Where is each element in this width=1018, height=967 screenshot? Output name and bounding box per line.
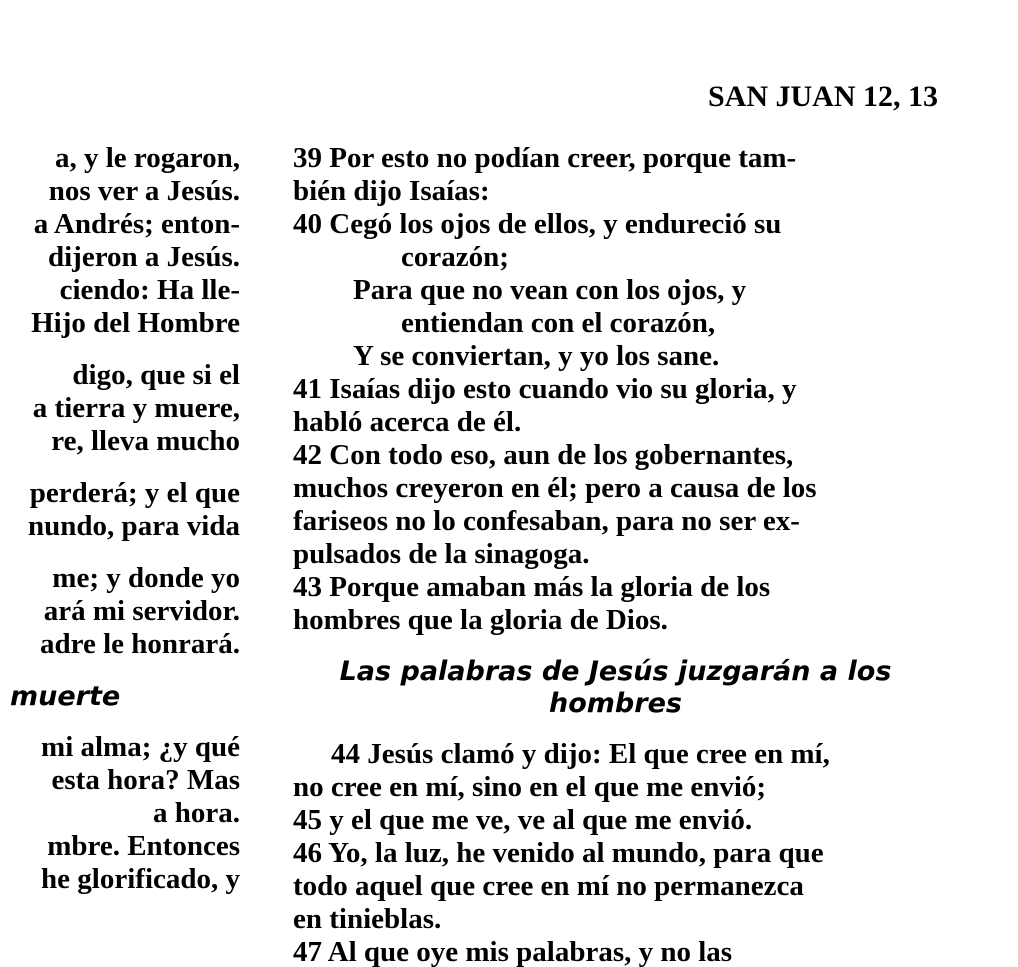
text-line: a tierra y muere, — [32, 392, 240, 424]
text-line: Hijo del Hombre — [31, 307, 240, 339]
verse-47-line-cropped: 47 Al que oye mis palabras, y no las — [293, 936, 733, 967]
verse-40-line: entiendan con el corazón, — [401, 307, 716, 339]
text-line: a Andrés; enton- — [33, 208, 240, 240]
verse-40-line: corazón; — [401, 241, 509, 273]
text-line: mbre. Entonces — [47, 830, 240, 862]
section-heading-line: Las palabras de Jesús juzgarán a los — [339, 656, 892, 687]
verse-46-line: 46 Yo, la luz, he venido al mundo, para que — [293, 837, 824, 869]
verse-40-line: 40 Cegó los ojos de ellos, y endureció su — [293, 208, 782, 240]
verse-44-line: no cree en mí, sino en el que me envió; — [293, 771, 767, 803]
paragraph-gap — [293, 720, 938, 738]
verse-41-line: habló acerca de él. — [293, 406, 522, 438]
text-line: me; y donde yo — [52, 562, 240, 594]
text-line: dijeron a Jesús. — [47, 241, 240, 273]
paragraph-gap — [0, 543, 240, 562]
text-line: esta hora? Mas — [51, 764, 240, 796]
text-line: a, y le rogaron, — [54, 142, 240, 174]
verse-39-line: bién dijo Isaías: — [293, 175, 490, 207]
paragraph-gap — [0, 661, 240, 681]
text-line: ciendo: Ha lle- — [59, 274, 240, 306]
paragraph-gap — [0, 340, 240, 359]
verse-40-line: Para que no vean con los ojos, y — [353, 274, 747, 306]
text-line: re, lleva mucho — [51, 425, 240, 457]
running-header: SAN JUAN 12, 13 — [707, 80, 938, 113]
verse-42-line: 42 Con todo eso, aun de los gobernantes, — [293, 439, 794, 471]
verse-39-line: 39 Por esto no podían creer, porque tam- — [293, 142, 797, 174]
text-line: mi alma; ¿y qué — [41, 731, 240, 763]
text-line: digo, que si el — [72, 359, 240, 391]
text-line: nos ver a Jesús. — [48, 175, 240, 207]
left-column — [0, 142, 240, 896]
paragraph-gap — [0, 458, 240, 477]
verse-41-line: 41 Isaías dijo esto cuando vio su gloria, y — [293, 373, 797, 405]
paragraph-gap — [0, 713, 240, 731]
text-line: ará mi servidor. — [43, 595, 240, 627]
text-line: he glorificado, y — [41, 863, 240, 895]
verse-46-line: todo aquel que cree en mí no permanezca — [293, 870, 804, 902]
verse-46-line: en tinieblas. — [293, 903, 442, 935]
text-line: adre le honrará. — [39, 628, 240, 660]
text-line: nundo, para vida — [28, 510, 240, 542]
section-heading-line: hombres — [549, 688, 682, 719]
verse-43-line: hombres que la gloria de Dios. — [293, 604, 668, 636]
verse-42-line: muchos creyeron en él; pero a causa de los — [293, 472, 817, 504]
left-section-heading: muerte — [10, 681, 121, 712]
text-line: perderá; y el que — [29, 477, 240, 509]
verse-44-line: 44 Jesús clamó y dijo: El que cree en mí, — [331, 738, 830, 770]
text-line: a hora. — [153, 797, 240, 829]
verse-45-line: 45 y el que me ve, ve al que me envió. — [293, 804, 753, 836]
verse-42-line: fariseos no lo confesaban, para no ser ex- — [293, 505, 800, 537]
paragraph-gap — [293, 637, 938, 656]
verse-43-line: 43 Porque amaban más la gloria de los — [293, 571, 771, 603]
right-column — [293, 142, 938, 967]
verse-42-line: pulsados de la sinagoga. — [293, 538, 590, 570]
verse-40-line: Y se conviertan, y yo los sane. — [353, 340, 720, 372]
